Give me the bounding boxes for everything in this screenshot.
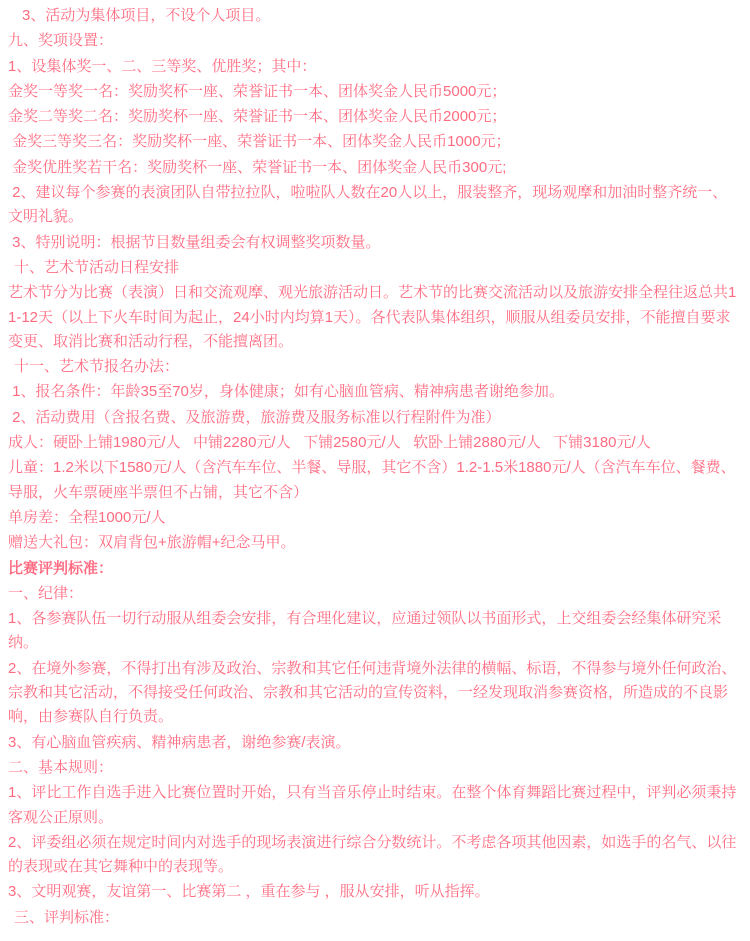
document-line: 3、特别说明：根据节目数量组委会有权调整奖项数量。 [8,233,381,251]
document-line: 一、纪律： [8,584,84,602]
document-line: 单房差：全程1000元/人 [8,508,166,526]
document-line: 2、在境外参赛，不得打出有涉及政治、宗教和其它任何违背境外法律的横幅、标语，不得参与境外任何政治、宗教和其它活动，不得接受任何政治、宗教和其它活动的宣传资料，一经发现取消参赛资格，所造成的不良影响，由参赛队自行负责。 [8,659,737,726]
document-line: 成人：硬卧上铺1980元/人 中铺2280元/人 下铺2580元/人 软卧上铺2880元/人 下铺3180元/人 [8,434,651,452]
document-line: 三、评判标准： [14,908,120,926]
document-line: 金奖三等奖三名：奖励奖杯一座、荣誉证书一本、团体奖金人民币1000元； [8,133,511,151]
document-line: 金奖二等奖二名：奖励奖杯一座、荣誉证书一本、团体奖金人民币2000元； [8,108,507,126]
document-line: 1、评比工作自选手进入比赛位置时开始，只有当音乐停止时结束。在整个体育舞蹈比赛过程中，评判必须秉持客观公正原则。 [8,784,737,826]
document-line: 金奖一等奖一名：奖励奖杯一座、荣誉证书一本、团体奖金人民币5000元； [8,82,507,100]
document-line: 艺术节分为比赛（表演）日和交流观摩、观光旅游活动日。艺术节的比赛交流活动以及旅游安排全程往返总共11-12天（以上下火车时间为起止，24小时内均算1天）。各代表队集体组织，顺服从组委员安排，不能擅自要求变更、取消比赛和活动行程，不能擅离团。 [8,284,737,350]
document-text-block [8,4,742,931]
document-line: 儿童：1.2米以下1580元/人（含汽车车位、半餐、导服，其它不含）1.2-1.5米1880元/人（含汽车车位、餐费、导服，火车票硬座半票但不占铺，其它不含） [8,459,736,501]
document-line: 十、艺术节活动日程安排 [14,258,180,276]
document-line: 3、文明观赛，友谊第一、比赛第二 ，重在参与 ，服从安排，听从指挥。 [8,883,490,901]
document-line: 3、有心脑血管疾病、精神病患者，谢绝参赛/表演。 [8,733,351,751]
document-line: 赠送大礼包：双肩背包+旅游帽+纪念马甲。 [8,534,296,552]
document-line: 1、设集体奖一、二、三等奖、优胜奖；其中： [8,57,317,75]
document-line: 九、奖项设置： [8,32,114,50]
document-line: 金奖优胜奖若干名：奖励奖杯一座、荣誉证书一本、团体奖金人民币300元; [8,158,507,176]
document-line: 比赛评判标准： [8,559,114,577]
document-line: 2、建议每个参赛的表演团队自带拉拉队，啦啦队人数在20人以上，服装整齐，现场观摩和加油时整齐统一、文明礼貌。 [8,184,728,226]
document-line: 2、活动费用（含报名费、及旅游费，旅游费及服务标准以行程附件为准） [8,408,501,426]
document-line: 3、活动为集体项目，不设个人项目。 [22,7,271,24]
document-line: 二、基本规则： [8,758,114,776]
document-line: 十一、艺术节报名办法： [14,358,180,376]
document-line: 2、评委组必须在规定时间内对选手的现场表演进行综合分数统计。不考虑各项其他因素，如选手的名气、以往的表现或在其它舞种中的表现等。 [8,833,737,876]
document-line: 1、报名条件：年龄35至70岁，身体健康；如有心脑血管病、精神病患者谢绝参加。 [8,383,564,401]
document-line: 1、各参赛队伍一切行动服从组委会安排，有合理化建议，应通过领队以书面形式，上交组委会经集体研究采纳。 [8,610,722,652]
